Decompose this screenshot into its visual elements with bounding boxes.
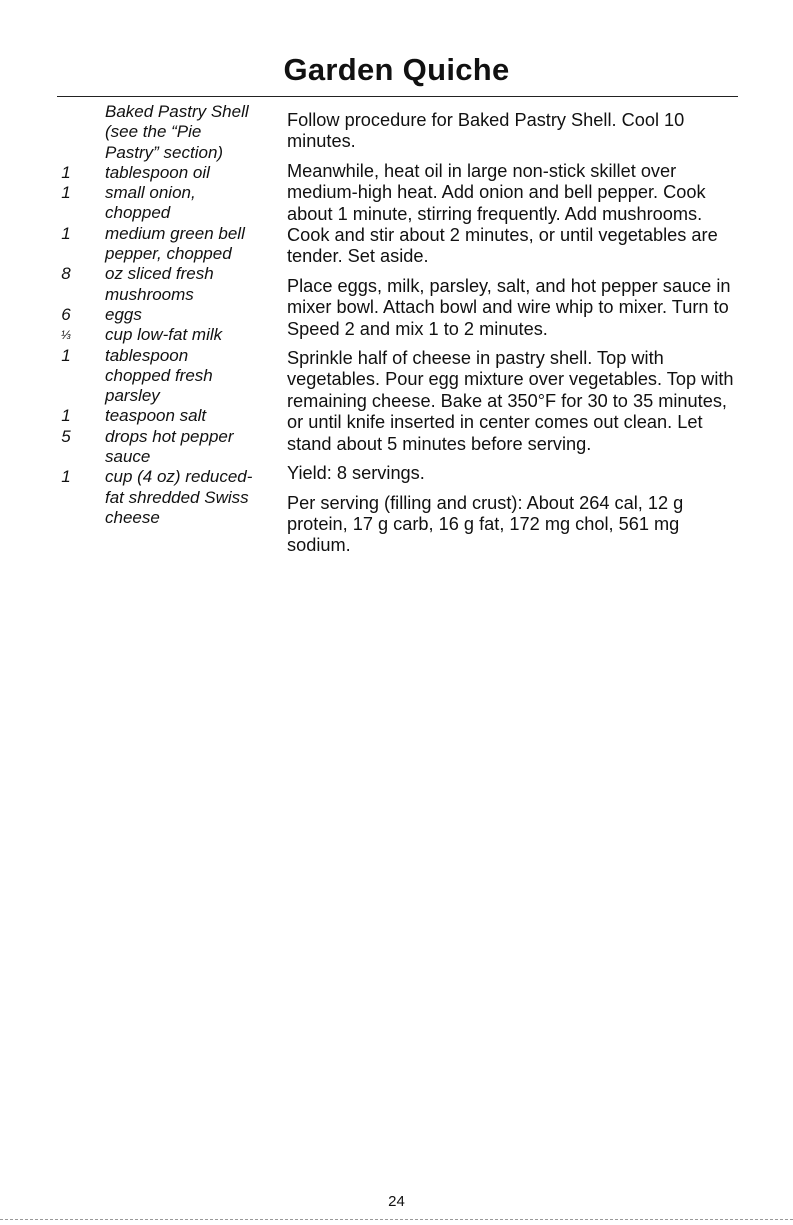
ingredient-qty: 6	[61, 304, 71, 324]
ingredient-text: cup (4 oz) reduced-fat shredded Swiss cheese	[105, 467, 253, 527]
ingredient-item	[60, 325, 275, 345]
ingredient-text: cup low-fat milk	[105, 325, 223, 345]
page-number: 24	[388, 1193, 405, 1210]
ingredient-text: eggs	[105, 304, 142, 324]
ingredient-qty: ⅓	[60, 328, 71, 343]
yield-text: Yield: 8 servings.	[287, 463, 425, 484]
procedure-step: Meanwhile, heat oil in large non-stick skillet over medium-high heat. Add onion and bell pepper. Cook about 1 minute, stirring frequently. Add mushrooms. Cook and stir about 2 minutes, or until vegetables are tender. Set aside.	[287, 160, 718, 267]
ingredient-text: teaspoon salt	[105, 406, 207, 426]
ingredient-text: drops hot pepper sauce	[105, 426, 234, 467]
nutrition-text: Per serving (filling and crust): About 264 cal, 12 g protein, 17 g carb, 16 g fat, 172 mg chol, 561 mg sodium.	[287, 492, 684, 556]
procedure-step: Follow procedure for Baked Pastry Shell. Cool 10 minutes.	[287, 110, 685, 152]
procedure-step: Sprinkle half of cheese in pastry shell. Top with vegetables. Pour egg mixture over vegetables. Top with remaining cheese. Bake at 350°F for 30 to 35 minutes, or until knife inserted in center comes out clean. Let stand about 5 minutes before serving.	[287, 348, 734, 454]
title-divider	[57, 96, 738, 97]
ingredient-text: tablespoon oil	[105, 162, 210, 182]
ingredient-item	[60, 163, 275, 183]
ingredient-item	[60, 183, 275, 224]
ingredient-qty: 1	[61, 345, 71, 365]
ingredient-item	[60, 102, 275, 163]
ingredient-text: Baked Pastry Shell (see the “Pie Pastry” section)	[105, 102, 249, 162]
ingredient-item	[60, 224, 275, 265]
ingredient-qty: 5	[61, 426, 71, 446]
ingredient-qty: 1	[61, 223, 71, 243]
ingredient-item	[60, 264, 275, 305]
ingredient-text: small onion, chopped	[105, 183, 196, 223]
ingredient-qty: 8	[61, 264, 71, 284]
ingredient-text: medium green bell pepper, chopped	[105, 223, 245, 264]
ingredient-qty: 1	[61, 406, 71, 426]
ingredient-item	[60, 406, 275, 426]
ingredient-qty: 1	[61, 183, 71, 203]
procedure-text	[287, 110, 747, 565]
recipe-title: Garden Quiche	[283, 52, 510, 87]
ingredient-qty: 1	[61, 162, 71, 182]
ingredient-item	[60, 346, 275, 407]
ingredient-item	[60, 427, 275, 468]
ingredient-item	[60, 305, 275, 325]
ingredient-text: tablespoon chopped fresh parsley	[105, 345, 213, 406]
ingredient-text: oz sliced fresh mushrooms	[105, 264, 214, 304]
ingredient-qty: 1	[61, 467, 71, 487]
ingredients-list	[60, 102, 275, 528]
page-bottom-divider	[0, 1219, 793, 1220]
procedure-step: Place eggs, milk, parsley, salt, and hot pepper sauce in mixer bowl. Attach bowl and wire whip to mixer. Turn to Speed 2 and mix 1 to 2 minutes.	[287, 275, 731, 339]
ingredient-item	[60, 467, 275, 528]
